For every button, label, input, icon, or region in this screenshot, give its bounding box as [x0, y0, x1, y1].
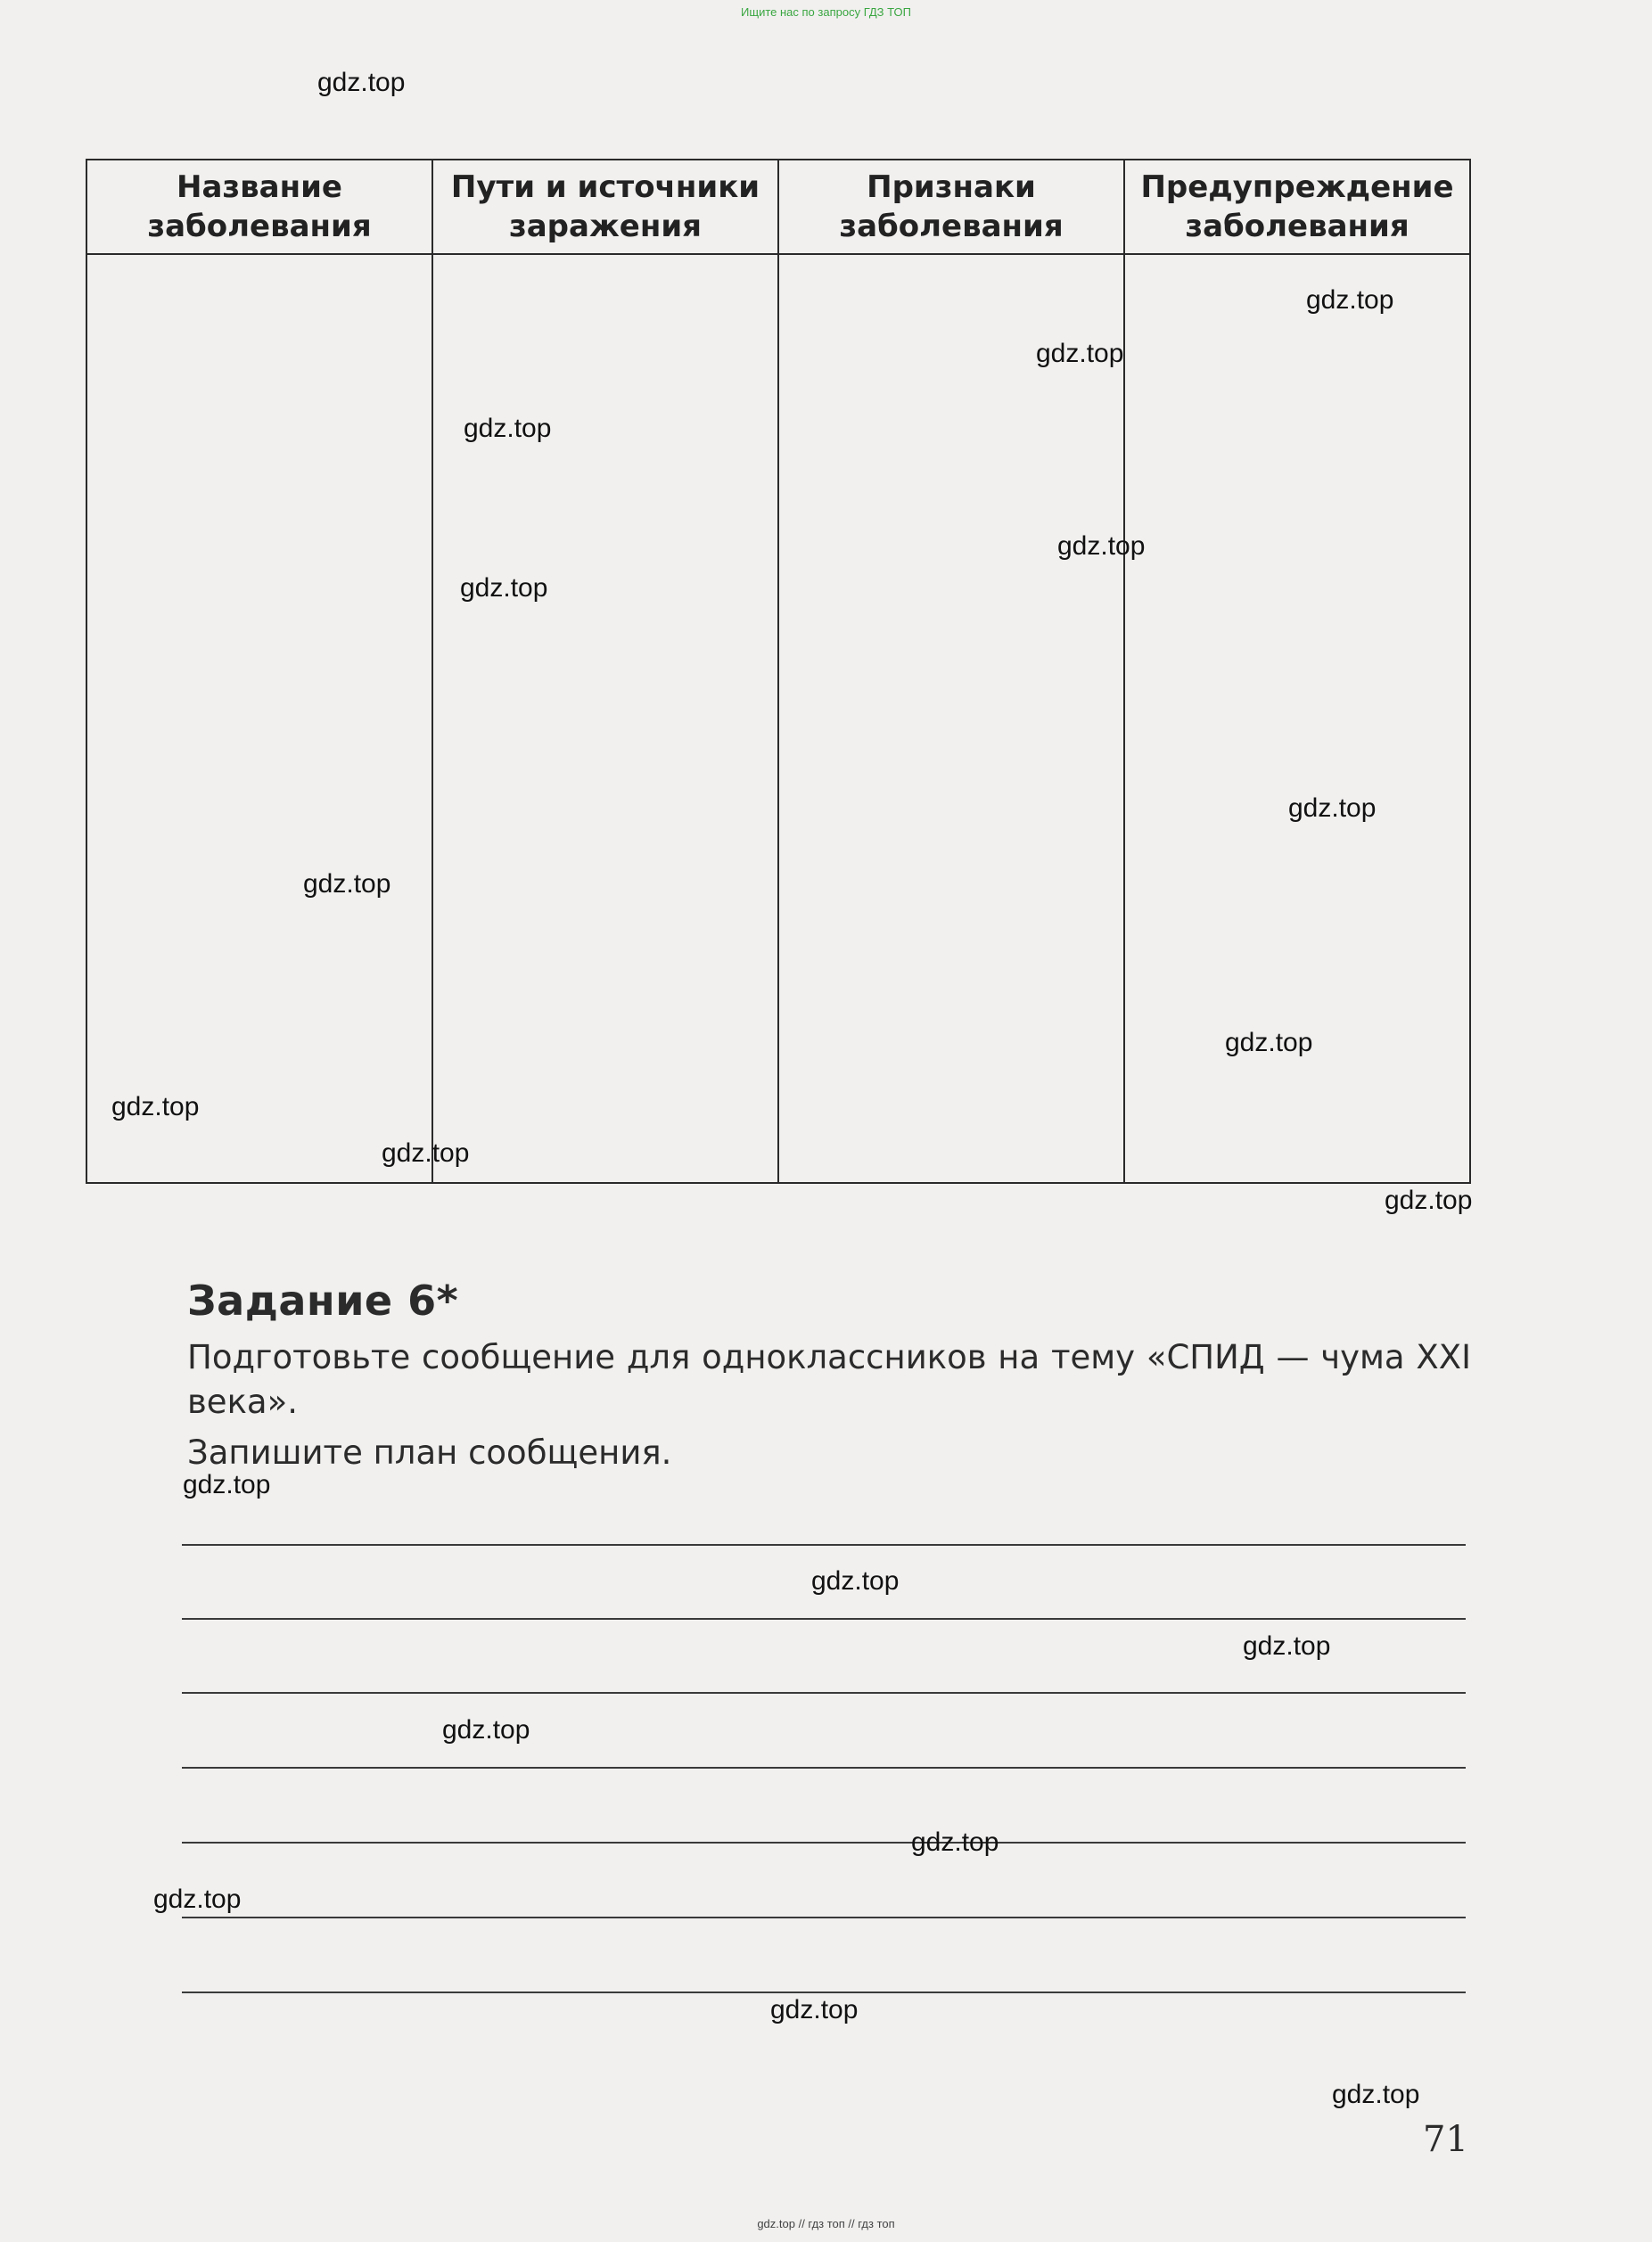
answer-line[interactable]: [182, 1917, 1466, 1918]
watermark: gdz.top: [1057, 531, 1146, 561]
answer-line[interactable]: [182, 1992, 1466, 1993]
header-line: заболевания: [839, 209, 1064, 244]
watermark: gdz.top: [464, 414, 552, 443]
header-prevention: [1124, 160, 1470, 254]
top-banner: Ищите нас по запросу ГДЗ ТОП: [741, 5, 911, 19]
table-cell-empty[interactable]: [778, 254, 1124, 1183]
task-title: Задание 6*: [187, 1277, 459, 1325]
header-disease-name: [86, 160, 432, 254]
watermark: gdz.top: [1036, 339, 1124, 368]
header-line: Название: [177, 169, 342, 205]
watermark: gdz.top: [811, 1566, 900, 1596]
watermark: gdz.top: [1288, 793, 1377, 823]
table-header-row: [86, 160, 1470, 254]
watermark: gdz.top: [911, 1827, 999, 1857]
header-line: заражения: [508, 209, 703, 244]
answer-line[interactable]: [182, 1842, 1466, 1844]
header-line: заболевания: [147, 209, 372, 244]
watermark: gdz.top: [382, 1138, 470, 1168]
header-line: Признаки: [867, 169, 1036, 205]
answer-line[interactable]: [182, 1618, 1466, 1620]
watermark: gdz.top: [442, 1715, 530, 1745]
watermark: gdz.top: [1385, 1186, 1473, 1215]
watermark: gdz.top: [111, 1092, 200, 1121]
watermark: gdz.top: [183, 1470, 271, 1499]
header-symptoms: [778, 160, 1124, 254]
answer-line[interactable]: [182, 1767, 1466, 1769]
watermark: gdz.top: [153, 1885, 242, 1914]
header-infection-routes: [432, 160, 778, 254]
answer-line[interactable]: [182, 1544, 1466, 1546]
page-number: 71: [1423, 2119, 1468, 2160]
table-cell-empty[interactable]: [432, 254, 778, 1183]
watermark: gdz.top: [317, 68, 406, 97]
watermark: gdz.top: [770, 1995, 859, 2024]
watermark: gdz.top: [1225, 1028, 1313, 1057]
task-text: Подготовьте сообщение для одноклассников на тему «СПИД — чума XXI века».: [187, 1338, 1471, 1421]
watermark: gdz.top: [460, 573, 548, 603]
watermark: gdz.top: [1332, 2080, 1420, 2109]
answer-line[interactable]: [182, 1692, 1466, 1694]
header-line: заболевания: [1185, 209, 1410, 244]
table-cell-empty[interactable]: [86, 254, 432, 1183]
task-plan-prompt: Запишите план сообщения.: [187, 1433, 672, 1472]
bottom-banner: gdz.top // гдз топ // гдз топ: [757, 2217, 895, 2230]
header-line: Предупреждение: [1140, 169, 1454, 205]
watermark: gdz.top: [1306, 285, 1394, 315]
watermark: gdz.top: [303, 869, 391, 899]
watermark: gdz.top: [1243, 1631, 1331, 1661]
header-line: Пути и источники: [450, 169, 760, 205]
